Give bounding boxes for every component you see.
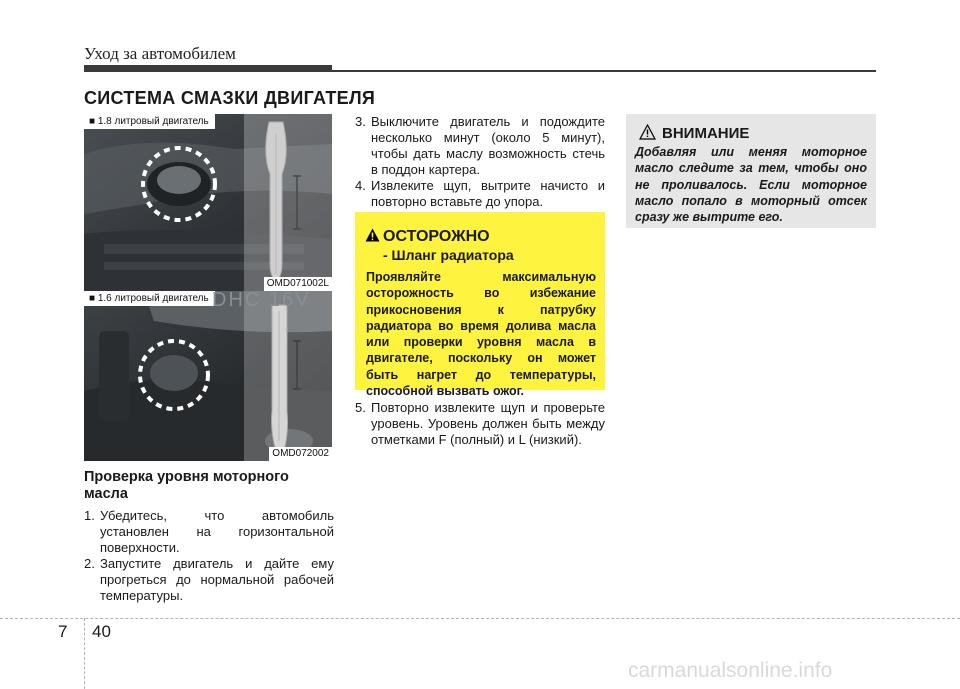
list-item: 1. Убедитесь, что автомобиль установлен на горизонтальной поверхности. — [84, 508, 334, 555]
list-item: 5. Повторно извлеките щуп и проверьте уровень. Уровень должен быть между отметками F (полный) и L (низкий). — [355, 400, 605, 447]
watermark: carmanualsonline.info — [628, 659, 833, 682]
notice-text: Добавляя или меняя моторное масло следите за тем, чтобы оно не проливалось. Если моторное масло попало в моторный отсек сразу же вытрите его. — [635, 145, 867, 225]
footer-rule — [0, 618, 960, 619]
page-number: 40 — [92, 622, 111, 641]
chapter-number: 7 — [58, 622, 68, 641]
header-rule — [332, 70, 876, 72]
figure-label: ■ 1.6 литровый двигатель — [84, 291, 215, 306]
steps-column-left — [84, 508, 334, 604]
engine-1-8-illustration — [84, 114, 332, 291]
engine-photo-1-8 — [84, 114, 332, 291]
caution-title: ОСТОРОЖНО — [383, 228, 490, 245]
warning-triangle-icon — [365, 228, 380, 242]
list-item: 4. Извлеките щуп, вытрите начисто и повторно вставьте до упора. — [355, 178, 605, 209]
engine-1-6-illustration — [84, 291, 332, 461]
page-header-title: Уход за автомобилем — [84, 44, 236, 63]
engine-cover-lettering: DHC 16V — [212, 291, 311, 311]
check-heading: Проверка уровня моторного масла — [84, 469, 289, 502]
notice-title: ВНИМАНИЕ — [662, 125, 750, 142]
list-item: 3. Выключите двигатель и подождите несколько минут (около 5 минут), чтобы дать маслу возможность стечь в поддон картера. — [355, 114, 605, 177]
warning-triangle-icon — [639, 124, 656, 140]
figure-code: OMD072002 — [269, 447, 332, 461]
steps-column-middle — [355, 114, 605, 210]
notice-box — [626, 114, 876, 228]
figure-label: ■ 1.8 литровый двигатель — [84, 114, 215, 129]
list-item: 2. Запустите двигатель и дайте ему прогреться до нормальной рабочей температуры. — [84, 556, 334, 603]
footer-divider — [84, 618, 85, 689]
engine-photo-1-6 — [84, 291, 332, 461]
section-title: СИСТЕМА СМАЗКИ ДВИГАТЕЛЯ — [84, 88, 376, 108]
figure-code: OMD071002L — [264, 277, 332, 291]
caution-box — [355, 212, 605, 399]
caution-text: Проявляйте максимальную осторожность во избежание прикосновения к патрубку радиатора во время долива масла или проверки уровня масла в двигателе, поскольку он может быть нагрет до температуры, способной вызвать ожог. — [366, 270, 596, 399]
caution-subtitle: - Шланг радиатора — [383, 247, 514, 263]
header-bar — [84, 65, 332, 72]
steps-column-middle-continued — [355, 400, 605, 448]
